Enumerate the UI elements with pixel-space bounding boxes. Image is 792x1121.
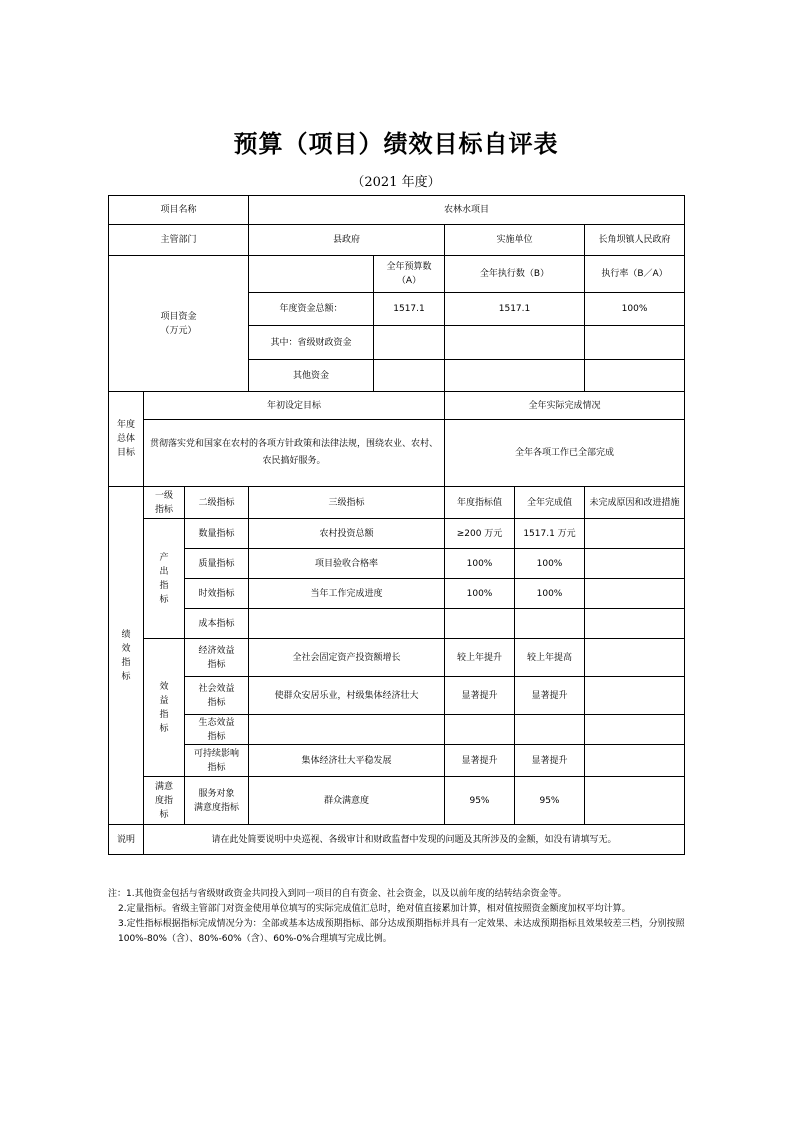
footnote-3: 3.定性指标根据指标完成情况分为：全部或基本达成预期指标、部分达成预期指标并具有一定效果、未达成预期指标且效果较差三档，分别按照 100%-80%（含）、80%-60%（含）、60%-0%合理填写完成比例。	[118, 919, 685, 944]
reason-cell	[585, 609, 685, 639]
funds-header-blank	[249, 256, 374, 293]
target-cell	[445, 609, 515, 639]
level3-cell: 当年工作完成进度	[249, 579, 445, 609]
page-title: 预算（项目）绩效目标自评表	[233, 129, 559, 158]
goal-actual-header: 全年实际完成情况	[445, 392, 685, 420]
dept-label: 主管部门	[109, 225, 249, 256]
actual-cell: 100%	[515, 579, 585, 609]
table-row	[109, 777, 685, 825]
level3-cell: 农村投资总额	[249, 519, 445, 549]
other-rate	[585, 360, 685, 392]
note-row	[109, 825, 685, 855]
table-row	[109, 549, 685, 579]
total-budget: 1517.1	[374, 293, 445, 326]
table-row	[109, 579, 685, 609]
reason-cell	[585, 579, 685, 609]
reason-header: 未完成原因和改进措施	[585, 487, 685, 519]
target-cell: ≥200 万元	[445, 519, 515, 549]
reason-cell	[585, 549, 685, 579]
level3-cell: 全社会固定资产投资额增长	[249, 639, 445, 677]
output-indicator-label: 产 出 指 标	[144, 519, 185, 639]
satisfaction-indicator-label: 满意 度指 标	[144, 777, 185, 825]
province-exec	[445, 326, 585, 360]
reason-cell	[585, 715, 685, 745]
table-row	[109, 677, 685, 715]
target-cell: 95%	[445, 777, 515, 825]
reason-cell	[585, 677, 685, 715]
actual-cell: 显著提升	[515, 677, 585, 715]
province-budget	[374, 326, 445, 360]
level2-cell: 时效指标	[185, 579, 249, 609]
level2-header: 二级指标	[185, 487, 249, 519]
level3-header: 三级指标	[249, 487, 445, 519]
actual-cell	[515, 609, 585, 639]
actual-cell	[515, 715, 585, 745]
target-cell: 100%	[445, 549, 515, 579]
indicator-header-row	[109, 487, 685, 519]
dept-value: 县政府	[249, 225, 445, 256]
funds-label: 项目资金 （万元）	[109, 256, 249, 392]
project-name-row	[109, 196, 685, 225]
footnotes	[108, 887, 688, 947]
goal-actual-text: 全年各项工作已全部完成	[445, 420, 685, 487]
goal-content-row	[109, 420, 685, 487]
reason-cell	[585, 777, 685, 825]
table-row	[109, 519, 685, 549]
other-label: 其他资金	[249, 360, 374, 392]
col-budget-header: 全年预算数 （A）	[374, 256, 445, 293]
unit-label: 实施单位	[445, 225, 585, 256]
target-cell: 100%	[445, 579, 515, 609]
level2-cell: 可持续影响 指标	[185, 745, 249, 777]
province-label: 其中：省级财政资金	[249, 326, 374, 360]
target-cell: 较上年提升	[445, 639, 515, 677]
goal-label: 年度 总体 目标	[109, 392, 144, 487]
level3-cell: 群众满意度	[249, 777, 445, 825]
note-label: 说明	[109, 825, 144, 855]
table-row	[109, 609, 685, 639]
total-rate: 100%	[585, 293, 685, 326]
year-label: （2021 年度）	[351, 175, 441, 190]
table-row	[109, 715, 685, 745]
reason-cell	[585, 519, 685, 549]
level2-cell: 生态效益 指标	[185, 715, 249, 745]
other-budget	[374, 360, 445, 392]
level2-cell: 经济效益 指标	[185, 639, 249, 677]
project-name-label: 项目名称	[109, 196, 249, 225]
evaluation-table	[108, 195, 685, 855]
level2-cell: 数量指标	[185, 519, 249, 549]
col-rate-header: 执行率（B／A）	[585, 256, 685, 293]
actual-cell: 95%	[515, 777, 585, 825]
reason-cell	[585, 639, 685, 677]
table-row	[109, 745, 685, 777]
col-exec-header: 全年执行数（B）	[445, 256, 585, 293]
actual-cell: 100%	[515, 549, 585, 579]
level2-cell: 质量指标	[185, 549, 249, 579]
target-cell: 显著提升	[445, 745, 515, 777]
other-exec	[445, 360, 585, 392]
level3-cell	[249, 609, 445, 639]
goal-header-row	[109, 392, 685, 420]
level2-cell: 服务对象 满意度指标	[185, 777, 249, 825]
target-cell	[445, 715, 515, 745]
level2-cell: 成本指标	[185, 609, 249, 639]
total-exec: 1517.1	[445, 293, 585, 326]
level2-cell: 社会效益 指标	[185, 677, 249, 715]
indicator-label: 绩 效 指 标	[109, 487, 144, 825]
table-row	[109, 639, 685, 677]
target-cell: 显著提升	[445, 677, 515, 715]
actual-cell: 显著提升	[515, 745, 585, 777]
level1-header: 一级 指标	[144, 487, 185, 519]
note-text: 请在此处简要说明中央巡视、各级审计和财政监督中发现的问题及其所涉及的金额，如没有请填写无。	[144, 825, 685, 855]
department-row	[109, 225, 685, 256]
level3-cell: 使群众安居乐业，村级集体经济壮大	[249, 677, 445, 715]
effect-indicator-label: 效 益 指 标	[144, 639, 185, 777]
reason-cell	[585, 745, 685, 777]
footnote-2: 2.定量指标。省级主管部门对资金使用单位填写的实际完成值汇总时，绝对值直接累加计算，相对值按照资金额度加权平均计算。	[118, 904, 631, 914]
actual-header: 全年完成值	[515, 487, 585, 519]
total-label: 年度资金总额：	[249, 293, 374, 326]
goal-set-text: 贯彻落实党和国家在农村的各项方针政策和法律法规，围绕农业、农村、农民搞好服务。	[144, 420, 445, 487]
actual-cell: 1517.1 万元	[515, 519, 585, 549]
level3-cell: 项目验收合格率	[249, 549, 445, 579]
funds-header-row	[109, 256, 685, 293]
actual-cell: 较上年提高	[515, 639, 585, 677]
unit-value: 长角坝镇人民政府	[585, 225, 685, 256]
footnote-1: 注：1.其他资金包括与省级财政资金共同投入到同一项目的自有资金、社会资金，以及以前年度的结转结余资金等。	[108, 889, 567, 899]
level3-cell	[249, 715, 445, 745]
target-header: 年度指标值	[445, 487, 515, 519]
level3-cell: 集体经济壮大平稳发展	[249, 745, 445, 777]
goal-set-header: 年初设定目标	[144, 392, 445, 420]
project-name-value: 农林水项目	[249, 196, 685, 225]
province-rate	[585, 326, 685, 360]
